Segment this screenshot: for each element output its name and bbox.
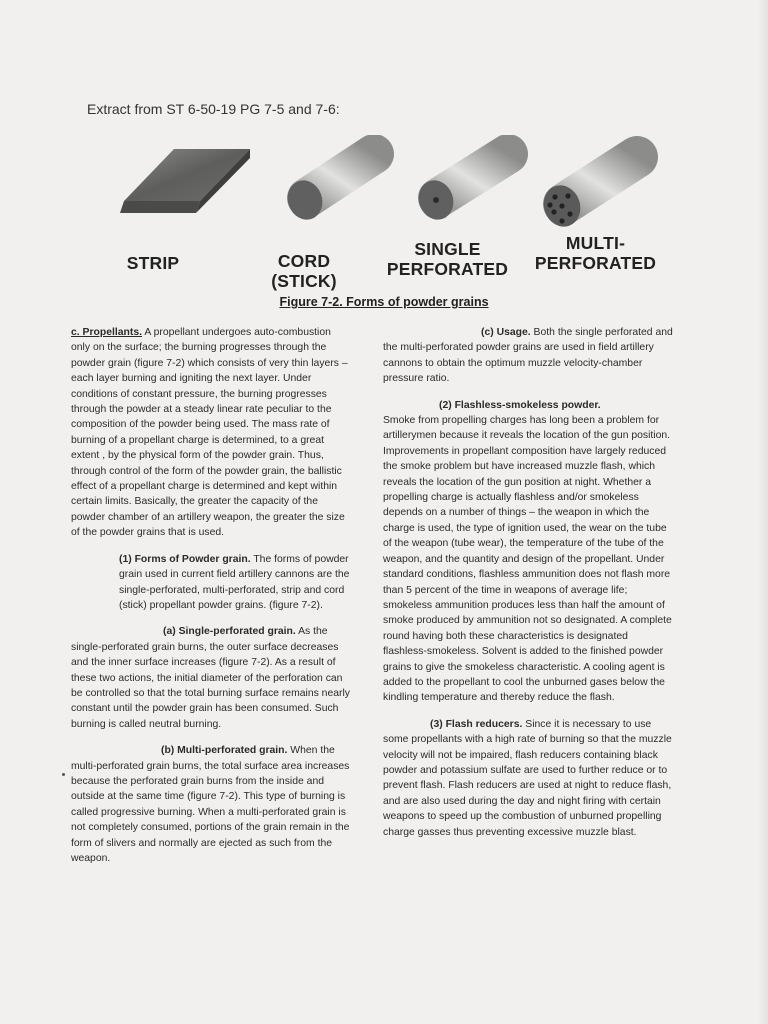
right-text-column [383, 325, 673, 851]
single-perforated-label-line1: SINGLE [414, 239, 481, 259]
multi-perforated-grain-illustration [535, 135, 665, 235]
flash-reducers-heading: (3) Flash reducers. [430, 718, 523, 730]
multi-perforated-label-line2: PERFORATED [534, 253, 657, 273]
flashless-smokeless-heading: (2) Flashless-smokeless powder. [439, 399, 601, 411]
scan-speck [62, 773, 65, 776]
multi-perforated-grain-paragraph [71, 743, 351, 866]
cord-stick-grain-illustration [278, 135, 398, 235]
left-text-column [71, 325, 351, 877]
multi-perforated-label-line1: MULTI- [565, 233, 626, 253]
flash-reducers-body: Since it is necessary to use some propellants with a high rate of burning so that the muzzle velocity will not be impaired, flash reducers containing black powder and potassium sulfate are used to further reduce or to prevent flash. Flash reducers are used at night to reduce flash, and are also used during the day and night firing with certain weapons to speed up the combustion of unburned propelling charge gasses thus preventing excessive muzzle blast. [383, 718, 672, 838]
propellants-paragraph [71, 325, 351, 541]
flash-reducers-paragraph [383, 717, 673, 840]
single-perforated-grain-body: As the single-perforated grain burns, the outer surface decreases and the inner surface increases (figure 7-2). As a result of these two actions, the initial diameter of the perforation can be controlled so that the total burning surface remains nearly constant until the powder grain has been consumed. Such burning is called neutral burning. [71, 626, 350, 730]
propellants-body: A propellant undergoes auto-combustion only on the surface; the burning progresses through the powder grain (figure 7-2) which consists of very thin layers – each layer burning and igniting the next layer. Under conditions of constant pressure, the burning progresses through the powder at a steady linear rate peculiar to the composition of the powder being used. The mass rate of burning of a propellant charge is determined, to a great extent , by the physical form of the powder grain. Thus, through control of the form of the powder grain, the ballistic effect of a propellant charge is determined and kept within certain limits. Basically, the greater the capacity of the powder chamber of an artillery weapon, the greater the size of the powder grains that is used. [71, 327, 348, 539]
extract-title: Extract from ST 6-50-19 PG 7-5 and 7-6: [87, 101, 340, 117]
propellants-heading: c. Propellants. [71, 327, 143, 338]
multi-perforated-grain-body: When the multi-perforated grain burns, the total surface area increases because the perforated grain burns from the inside and outside at the same time (figure 7-2). This type of burning is called progressive burning. When a multi-perforated grain is not completely consumed, portions of the grain remain in the form of slivers and normally are ejected as such from the weapon. [71, 745, 350, 864]
flashless-smokeless-body: Smoke from propelling charges has long been a problem for artillerymen because it reveals the location of the gun position. Improvements in propellant composition have largely reduced the smoke problem but have increased muzzle flash, which reveals the location of the gun position at night. Whether a propelling charge is actually flashless and/or smokeless depends on a number of things – the weapon in which the charge is used, the type of ignition used, the wear on the tube of the weapon (tube wear), the temperature of the tube of the weapon, and the quantity and design of the propellant. Under standard conditions, flashless ammunition does not flash more than 5 percent of the time in weapons of average life; smokeless ammunition produces less than half the amount of smoke produced by ammunition not so designated. A complete round having both these characteristics is designated flashless-smokeless. Solvent is added to the finished powder grains to give the smokeless characteristic. A cooling agent is added to the propellant to cool the unburned gases below the kindling temperature and thereby reduce the flash. [383, 415, 672, 704]
strip-grain-illustration [110, 140, 260, 240]
usage-body: Both the single perforated and the multi-perforated powder grains are used in field artillery cannons to obtain the optimum muzzle velocity-chamber pressure ratio. [383, 327, 673, 385]
single-perforated-grain-illustration [410, 135, 530, 235]
multi-perforated-grain-heading: (b) Multi-perforated grain. [161, 745, 288, 757]
usage-paragraph [383, 325, 673, 387]
figure-caption: Figure 7-2. Forms of powder grains [279, 295, 489, 309]
forms-of-powder-grain-paragraph [71, 552, 351, 614]
strip-label: STRIP [126, 253, 180, 273]
flashless-smokeless-paragraph [383, 398, 673, 706]
forms-of-powder-grain-body: The forms of powder grain used in current field artillery cannons are the single-perforated, multi-perforated, strip and cord (stick) propellant powder grains. (figure 7-2). [119, 553, 350, 611]
single-perforated-label [385, 239, 510, 279]
usage-heading: (c) Usage. [481, 327, 531, 338]
multi-perforated-label [533, 233, 658, 273]
cord-stick-label: CORD (STICK) [271, 251, 337, 291]
forms-of-powder-grain-heading: (1) Forms of Powder grain. [119, 553, 251, 565]
page-edge-shadow [758, 0, 768, 1024]
single-perforated-grain-paragraph [71, 624, 351, 732]
single-perforated-label-line2: PERFORATED [386, 259, 509, 279]
single-perforated-grain-heading: (a) Single-perforated grain. [163, 626, 296, 638]
